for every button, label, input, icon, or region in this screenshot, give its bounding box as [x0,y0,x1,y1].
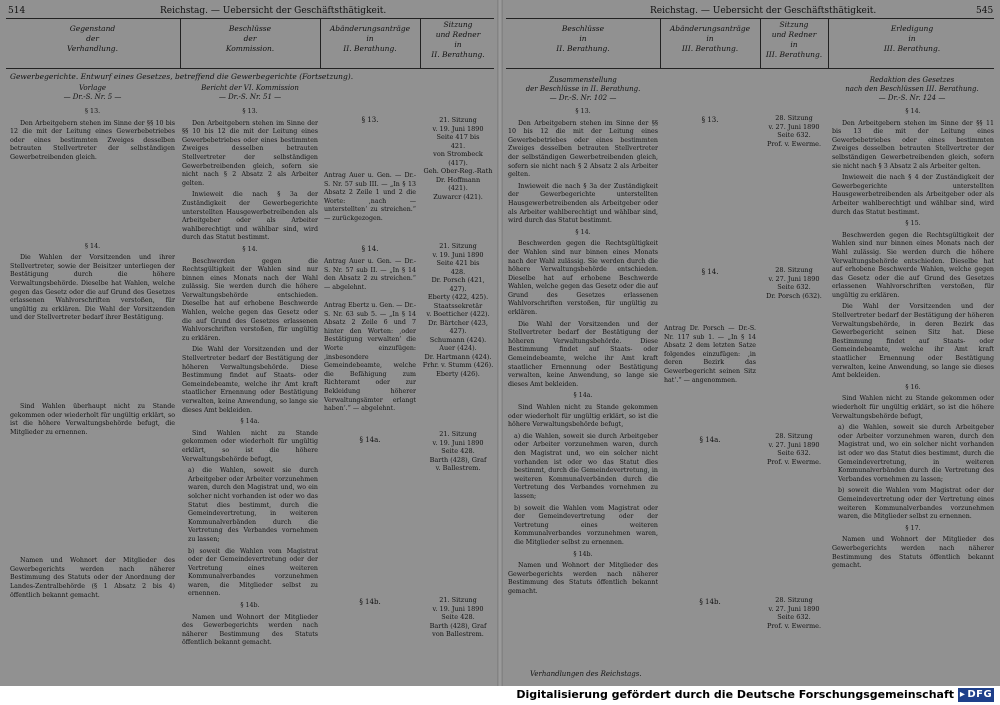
text-block: a) die Wahlen, soweit sie durch Arbeitgeber oder Arbeiter vorzunehmen waren, durch den Magistrat und, wo ein solcher nicht vorhanden ist oder wo das Statut dies bestimmt, durch die Gemeindevertretung, in weiteren Kommunalverbänden durch die Vertretung des Verbandes vornehmen zu lassen; [838,424,994,483]
column-rule [420,18,421,68]
header-subject: Gegenstand der Verhandlung. [67,24,118,53]
amendment-text: Antrag Dr. Porsch — Dr.-S. Nr. 117 sub 1. — „In § 14 Absatz 2 dem letzten Satze folgendes einzufügen: ‚in deren Bezirk das Gewerbegericht seinen Sitz hat‘.“ — angenommen. [664,325,756,384]
text-block: a) die Wahlen, soweit sie durch Arbeitgeber oder Arbeiter vorzunehmen waren, durch den Magistrat und, wo ein solcher nicht vorhanden ist oder wo das Statut dies bestimmt, durch die Gemeindevertretung, in weiteren Kommunalverbänden durch die Vertretung des Verbandes vornehmen zu lassen; [514,432,658,500]
header-decisions: Beschlüsse in II. Berathung. [556,24,610,53]
draft-column [10,108,175,678]
running-head: Reichstag. — Uebersicht der Geschäftsthätigkeit. [650,6,877,16]
sitting-entry: 21. Sitzung v. 19. Juni 1890 Seite 421 bis 428. Dr. Porsch (421, 427). Eberty (422, 425). Staatssekretär v. Boetticher (422). Dr. Bärtcher (423, 427). Schumann (424). Auer (424). Dr. Hartmann (424). Frhr. v. Stumm (426). Eberty (426). [422,242,494,378]
sitting-entry: 28. Sitzung v. 27. Juni 1890 Seite 632. Dr. Porsch (632). [766,266,822,300]
header-sitting: Sitzung und Redner in II. Berathung. [431,20,485,59]
column-rule [180,18,181,68]
paragraph-ref: § 14. [361,245,379,253]
text-block: Die Wahlen der Vorsitzenden und ihrer Stellvertreter, sowie der Beisitzer unterliegen der Bestätigung durch die höhere Verwaltungsbehörde. Dieselbe hat Wahlen, welche gegen das Gesetz oder die auf Grund des Gesetzes erlassenen Wahlvorschriften verstoßen, für ungültig zu erklären. Die Wahl der Vorsitzenden und der Stellvertreter bedarf ihrer Bestätigung. [10,254,175,322]
text-block: Die Wahl der Vorsitzenden und der Stellvertreter bedarf der Bestätigung der höheren Verwaltungsbehörde. Diese Bestimmung findet auf Staats- oder Gemeindebeamte, welche ihr Amt kraft staatlicher Ernennung oder Bestätigung verwalten, keine Anwendung, so lange sie dieses Amt bekleiden. [182,346,318,414]
text-block: Die Wahl der Vorsitzenden und der Stellvertreter bedarf der Bestätigung der höheren Verwaltungsbehörde. Diese Bestimmung findet auf Staats- oder Gemeindebeamte, welche ihr Amt kraft staatlicher Ernennung oder Bestätigung verwalten, keine Anwendung, so lange sie dieses Amt bekleiden. [508,320,658,388]
text-block: Sind Wahlen nicht zu Stande gekommen oder wiederholt für ungültig erklärt, so ist die höhere Verwaltungsbehörde befugt, [508,404,658,429]
text-block: Namen und Wohnort der Mitglieder des Gewerbegerichts werden nach näherer Bestimmung des Statuts öffentlich bekannt gemacht. [832,536,994,570]
paragraph-heading: § 13. [575,108,591,115]
paragraph-heading: § 14. [84,242,101,250]
sitting-entry: 28. Sitzung v. 27. Juni 1890 Seite 632. Prof. v. Ewerme. [766,432,822,466]
text-block: Namen und Wohnort der Mitglieder des Gewerbegerichts werden nach näherer Bestimmung des Statuts öffentlich bekannt gemacht. [182,613,318,647]
sitting-entry: 28. Sitzung v. 27. Juni 1890 Seite 632. Prof. v. Ewerme. [766,596,822,630]
sitting-entry: 21. Sitzung v. 19. Juni 1890 Seite 428. Barth (428), Graf v. Ballestrem. [429,430,487,472]
text-block: Sind Wahlen nicht zu Stande gekommen oder wiederholt für ungültig erklärt, so ist die höhere Verwaltungsbehörde befugt, [182,429,318,463]
paragraph-heading: § 14a. [240,418,260,426]
funding-text: Digitalisierung gefördert durch die Deutsche Forschungsgemeinschaft [516,688,954,701]
text-block: Den Arbeitgebern stehen im Sinne der §§ 10 bis 12 die mit der Leitung eines Gewerbebetriebes oder eines bestimmten Zweiges desselben betrauten Stellvertreter der selbständigen Gewerbetreibenden gleich, sofern sie nicht nach § 2 Absatz 2 als Arbeiter gelten. [182,119,318,187]
text-block: Beschwerden gegen die Rechtsgültigkeit der Wahlen sind nur binnen eines Monats nach der Wahl zulässig. Sie werden durch die höhere Verwaltungsbehörde entschieden. Dieselbe hat auf erhobene Beschwerde Wahlen, welche gegen das Gesetz oder die auf Grund des Gesetzes erlassenen Wahlvorschriften verstoßen, für ungültig zu erklären. [832,231,994,299]
amendment-text: Antrag Auer u. Gen. — Dr.-S. Nr. 57 sub III. — „In § 13 Absatz 2 Zeile 1 und 2 die Worte: ‚nach — unterstellten‘ zu streichen.“ — zurückgezogen. [324,172,416,222]
rule [6,68,494,69]
sitting-entry: 21. Sitzung v. 19. Juni 1890 Seite 417 bis 421. von Strombeck (417). Geh. Ober-Reg.-Rath Dr. Hoffmann (421). Zuwarcr (421). [423,116,493,201]
paragraph-heading: § 13. [242,108,258,115]
final-law-column [832,108,994,668]
header-sitting: Sitzung und Redner in III. Berathung. [765,20,823,59]
text-block: Beschwerden gegen die Rechtsgültigkeit der Wahlen sind nur binnen eines Monats nach der Wahl zulässig. Sie werden durch die höhere Verwaltungsbehörde entschieden. Dieselbe hat auf erhobene Beschwerde Wahlen, welche gegen das Gesetz oder die auf Grund des Gesetzes erlassenen Wahlvorschriften verstoßen, für ungültig zu erklären. [508,240,658,317]
paragraph-ref: § 13. [701,116,719,124]
sitting-entry: 28. Sitzung v. 27. Juni 1890 Seite 632. Prof. v. Ewerme. [766,114,822,148]
column-rule [828,18,829,68]
column-rule [660,18,661,68]
rule [506,18,994,19]
commission-column [182,108,318,678]
page-footer: Verhandlungen des Reichstags. [530,670,642,678]
compilation-column [508,108,658,668]
text-block: Inwieweit die nach § 3a der Zuständigkeit der Gewerbegerichte unterstellten Hausgewerbetreibenden als Arbeitgeber oder als Arbeiter wahlberechtigt und wählbar sind, wird durch das Statut bestimmt. [182,191,318,242]
sitting-entry: 21. Sitzung v. 19. Juni 1890 Seite 428. Barth (428), Graf von Ballestrem. [429,596,487,638]
paragraph-ref: § 14a. [699,436,721,444]
text-block: Namen und Wohnort der Mitglieder des Gewerbegerichts werden nach näherer Bestimmung des Statuts öffentlich bekannt gemacht. [508,562,658,595]
header-commission: Beschlüsse der Kommission. [225,24,275,53]
paragraph-heading: § 14a. [573,392,593,400]
text-block: b) soweit die Wahlen vom Magistrat oder der Gemeindevertretung oder der Vertretung eines weiteren Kommunalverbandes vorzunehmen waren, die Mitglieder selbst zu ernennen. [838,487,994,521]
amendment-text: Antrag Auer u. Gen. — Dr.-S. Nr. 57 sub II. — „In § 14 den Absatz 2 zu streichen.“ — abgelehnt. [324,258,416,291]
col-title-draft: Vorlage — Dr.-S. Nr. 5 — [63,84,122,101]
amendment-text: Antrag Ebertz u. Gen. — Dr.-S. Nr. 63 sub 5. — „In § 14 Absatz 2 Zeile 6 und 7 hinter den Worten: ‚oder Bestätigung verwalten‘ die Worte einzufügen: ‚insbesondere Gemeindebeamte, welche die Befähigung zum Richteramt oder zur Bekleidung höherer Verwaltungsämter erlangt haben‘.“ — abgelehnt. [324,302,416,413]
text-block: Den Arbeitgebern stehen im Sinne der §§ 10 bis 12 die mit der Leitung eines Gewerbebetriebes oder eines bestimmten Zweiges desselben betrauten Stellvertreter der selbständigen Gewerbetreibenden gleich. [10,119,175,161]
paragraph-heading: § 14b. [573,550,593,558]
column-rule [320,18,321,68]
text-block: Namen und Wohnort der Mitglieder des Gewerbegerichts werden nach näherer Bestimmung des Statuts oder der Anordnung der Landes-Zentralbehörde (§ 1 Absatz 2 bis 4) öffentlich bekannt gemacht. [10,557,175,599]
col-title-commission: Bericht der VI. Kommission — Dr.-S. Nr. 51 — [201,84,299,101]
paragraph-heading: § 17. [905,524,921,532]
paragraph-ref: § 14a. [359,436,381,444]
header-amendments: Abänderungsanträge in III. Berathung. [669,24,751,53]
paragraph-ref: § 14. [701,268,719,276]
paragraph-ref: § 13. [361,116,379,124]
topic-line: Gewerbegerichte. Entwurf eines Gesetzes, betreffend die Gewerbegerichte (Fortsetzung). [10,72,354,81]
paragraph-ref: § 14b. [699,598,721,606]
text-block: Den Arbeitgebern stehen im Sinne der §§ 11 bis 13 die mit der Leitung eines Gewerbebetriebes oder eines bestimmten Zweiges desselben betrauten Stellvertreter der selbständigen Gewerbetreibenden gleich, sofern sie nicht nach § 3 Absatz 2 als Arbeiter gelten. [832,119,994,170]
col-title-compilation: Zusammenstellung der Beschlüsse in II. Berathung. — Dr.-S. Nr. 102 — [525,76,641,102]
funding-banner [0,686,1000,705]
left-page [0,0,500,686]
page-number: 514 [8,6,26,16]
page-number: 545 [976,6,994,16]
text-block: b) soweit die Wahlen vom Magistrat oder der Gemeindevertretung oder der Vertretung eines weiteren Kommunalverbandes vorzunehmen waren, die Mitglieder selbst zu ernennen. [514,504,658,546]
column-rule [760,18,761,68]
text-block: a) die Wahlen, soweit sie durch Arbeitgeber oder Arbeiter vorzunehmen waren, durch den Magistrat und, wo ein solcher nicht vorhanden ist oder wo das Statut dies bestimmt, durch die Gemeindevertretung, in weiteren Kommunalverbänden durch die Vertretung des Verbandes vornehmen zu lassen; [188,467,318,543]
paragraph-heading: § 16. [905,383,921,391]
col-title-final-law: Redaktion des Gesetzes nach den Beschlüssen III. Berathung. — Dr.-S. Nr. 124 — [845,76,979,102]
text-block: Die Wahl der Vorsitzenden und der Stellvertreter bedarf der Bestätigung der höheren Verwaltungsbehörde, in deren Bezirk das Gewerbegericht seinen Sitz hat. Diese Bestimmung findet auf Staats- oder Gemeindebeamte, welche ihr Amt kraft staatlicher Ernennung oder Bestätigung verwalten, keine Anwendung, so lange sie dieses Amt bekleiden. [832,303,994,380]
right-page [500,0,1000,686]
paragraph-ref: § 14b. [359,598,381,606]
text-block: Sind Wahlen überhaupt nicht zu Stande gekommen oder wiederholt für ungültig erklärt, so ist die höhere Verwaltungsbehörde befugt, die Mitglieder zu ernennen. [10,402,175,436]
header-amendments: Abänderungsanträge in II. Berathung. [329,24,411,53]
text-block: Inwieweit die nach § 3a der Zuständigkeit der Gewerbegerichte unterstellten Hausgewerbetreibenden als Arbeitgeber oder als Arbeiter wahlberechtigt und wählbar sind, wird durch das Statut bestimmt. [508,182,658,225]
paragraph-heading: § 14b. [240,602,260,610]
rule [506,68,994,69]
paragraph-heading: § 14. [242,245,258,253]
text-block: Sind Wahlen nicht zu Stande gekommen oder wiederholt für ungültig erklärt, so ist die höhere Verwaltungsbehörde befugt, [832,395,994,420]
text-block: Inwieweit die nach § 4 der Zuständigkeit der Gewerbegerichte unterstellten Hausgewerbetreibenden als Arbeitgeber oder als Arbeiter wahlberechtigt und wählbar sind, wird durch das Statut bestimmt. [832,174,994,216]
header-settlement: Erledigung in III. Berathung. [883,24,941,53]
running-head: Reichstag. — Uebersicht der Geschäftsthätigkeit. [160,6,387,16]
text-block: Beschwerden gegen die Rechtsgültigkeit der Wahlen sind nur binnen eines Monats nach der Wahl zulässig. Sie werden durch die höhere Verwaltungsbehörde entschieden. Dieselbe hat auf erhobene Beschwerde Wahlen, welche gegen das Gesetz oder die auf Grund des Gesetzes erlassenen Wahlvorschriften verstoßen, für ungültig zu erklären. [182,257,318,342]
text-block: b) soweit die Wahlen vom Magistrat oder der Gemeindevertretung oder der Vertretung eines weiteren Kommunalverbandes vorzunehmen waren, die Mitglieder selbst zu ernennen. [188,547,318,598]
paragraph-heading: § 15. [905,220,921,228]
dfg-logo-icon: ▸ DFG [959,689,993,700]
paragraph-heading: § 14. [905,108,921,115]
paragraph-heading: § 14. [575,228,591,236]
text-block: Den Arbeitgebern stehen im Sinne der §§ 10 bis 12 die mit der Leitung eines Gewerbebetriebes oder eines bestimmten Zweiges desselben betrauten Stellvertreter der selbständigen Gewerbetreibenden gleich, sofern sie nicht nach § 2 Absatz 2 als Arbeiter gelten. [508,119,658,179]
paragraph-heading: § 13. [84,108,101,115]
